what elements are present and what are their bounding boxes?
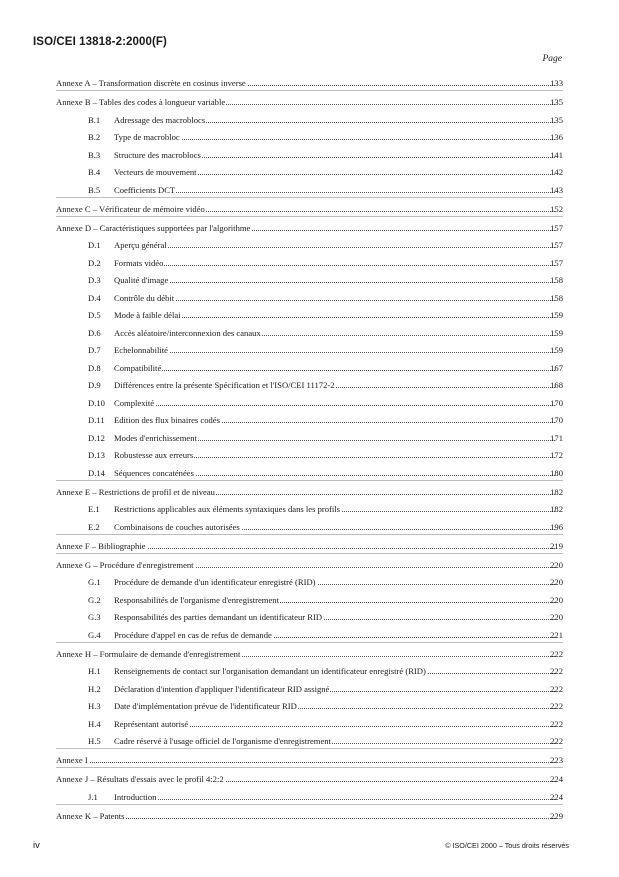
toc-page-number: 168 — [550, 380, 563, 390]
toc-subentry[interactable] — [0, 397, 619, 409]
toc-entry-title: Formats vidéo — [114, 257, 164, 268]
toc-entry-title: Accès aléatoire/interconnexion des canaux — [114, 327, 261, 338]
toc-page-number: 136 — [550, 132, 563, 142]
toc-entry-title: Représentant autorisé — [114, 718, 189, 729]
section-divider — [56, 197, 563, 198]
toc-page-number: 222 — [550, 701, 563, 711]
toc-subentry[interactable] — [0, 521, 619, 533]
toc-page-number: 223 — [550, 755, 563, 765]
toc-section-number: H.4 — [88, 718, 101, 729]
toc-page-number: 133 — [550, 78, 563, 88]
toc-page-number: 157 — [550, 240, 563, 250]
toc-page-number: 229 — [550, 810, 563, 821]
toc-page-number: 219 — [550, 540, 563, 551]
toc-entry-title: Annexe D – Caractéristiques supportées par l'algorithme — [56, 222, 251, 233]
toc-subentry[interactable] — [0, 379, 619, 391]
toc-section-number: B.1 — [88, 114, 101, 125]
toc-subentry[interactable] — [0, 149, 619, 161]
copyright-notice: © ISO/CEI 2000 – Tous droits réservés — [445, 841, 569, 850]
toc-entry-title: Annexe A – Transformation discrète en cosinus inverse — [56, 78, 246, 88]
toc-section-number: J.1 — [88, 791, 98, 802]
toc-section-number: B.2 — [88, 132, 101, 142]
page-number: iv — [33, 840, 40, 851]
section-divider — [56, 642, 563, 643]
toc-page-number: 135 — [550, 114, 563, 125]
toc-page-number: 222 — [550, 736, 563, 746]
dot-leader — [56, 818, 555, 819]
toc-subentry[interactable] — [0, 257, 619, 269]
toc-entry-title: Séquences concaténées — [114, 467, 194, 478]
toc-section-number: H.1 — [88, 666, 101, 676]
toc-page-number: 159 — [550, 310, 563, 320]
toc-annex-entry[interactable] — [0, 540, 619, 552]
toc-annex-entry[interactable] — [0, 96, 619, 108]
toc-entry-title: Echelonnabilité — [114, 345, 168, 355]
dot-leader — [56, 762, 555, 763]
toc-entry-title: Procédure d'appel en cas de refus de demande — [114, 629, 272, 640]
toc-section-number: B.3 — [88, 149, 101, 160]
toc-page-number: 158 — [550, 275, 563, 285]
toc-entry-title: Combinaisons de couches autorisées — [114, 521, 240, 532]
toc-annex-entry[interactable] — [0, 773, 619, 785]
toc-entry-title: Edition des flux binaires codés — [114, 415, 220, 425]
toc-page-number: 220 — [550, 594, 563, 605]
toc-page-number: 224 — [550, 774, 563, 784]
toc-entry-title: Structure des macroblocs — [114, 149, 201, 160]
section-divider — [56, 804, 563, 805]
toc-section-number: B.5 — [88, 184, 101, 195]
toc-section-number: E.2 — [88, 521, 100, 532]
document-identifier: ISO/CEI 13818-2:2000(F) — [33, 36, 167, 48]
toc-subentry[interactable] — [0, 166, 619, 178]
toc-entry-title: Différences entre la présente Spécification et l'ISO/CEI 11172-2 — [114, 380, 335, 390]
toc-subentry[interactable] — [0, 449, 619, 461]
toc-entry-title: Responsabilités des parties demandant un identificateur RID — [114, 612, 323, 622]
dot-leader — [114, 192, 555, 193]
section-divider — [56, 90, 563, 91]
toc-page-number: 172 — [550, 450, 563, 460]
toc-entry-title: Coefficients DCT — [114, 184, 176, 195]
toc-annex-entry[interactable] — [0, 648, 619, 660]
toc-page-number: 171 — [550, 432, 563, 443]
toc-entry-title: Aperçu général — [114, 240, 167, 250]
toc-section-number: D.3 — [88, 275, 101, 285]
toc-section-number: D.10 — [88, 397, 105, 408]
toc-entry-title: Annexe C – Vérificateur de mémoire vidéo — [56, 203, 205, 214]
toc-annex-entry[interactable] — [0, 559, 619, 571]
toc-entry-title: Complexité — [114, 397, 155, 408]
toc-subentry[interactable] — [0, 611, 619, 623]
toc-entry-title: Restrictions applicables aux éléments syntaxiques dans les profils — [114, 504, 341, 514]
toc-page-number: 143 — [550, 184, 563, 195]
toc-subentry[interactable] — [0, 700, 619, 712]
section-divider — [56, 216, 563, 217]
toc-entry-title: Vecteurs de mouvement — [114, 167, 197, 177]
toc-annex-entry[interactable] — [0, 222, 619, 234]
toc-page-number: 220 — [550, 559, 563, 570]
toc-page-number: 222 — [550, 683, 563, 694]
toc-section-number: B.4 — [88, 167, 101, 177]
toc-entry-title: Robustesse aux erreurs — [114, 450, 194, 460]
dot-leader — [114, 405, 555, 406]
toc-subentry[interactable] — [0, 292, 619, 304]
section-divider — [56, 748, 563, 749]
dot-leader — [114, 799, 555, 800]
toc-subentry[interactable] — [0, 344, 619, 356]
toc-page-number: 159 — [550, 345, 563, 355]
toc-page-number: 220 — [550, 577, 563, 587]
toc-entry-title: Responsabilités de l'organisme d'enregistrement — [114, 594, 279, 605]
toc-entry-title: Qualité d'image — [114, 275, 169, 285]
toc-page-number: 222 — [550, 718, 563, 729]
toc-section-number: D.13 — [88, 450, 105, 460]
toc-entry-title: Procédure de demande d'un identificateur enregistré (RID) — [114, 577, 316, 587]
toc-subentry[interactable] — [0, 362, 619, 374]
toc-subentry[interactable] — [0, 665, 619, 677]
toc-section-number: D.14 — [88, 467, 105, 478]
toc-page-number: 222 — [550, 666, 563, 676]
toc-section-number: H.2 — [88, 683, 101, 694]
toc-subentry[interactable] — [0, 629, 619, 641]
toc-subentry[interactable] — [0, 239, 619, 251]
toc-annex-entry[interactable] — [0, 77, 619, 89]
toc-page-number: 224 — [550, 791, 563, 802]
toc-section-number: D.9 — [88, 380, 101, 390]
toc-page-number: 220 — [550, 612, 563, 622]
toc-entry-title: Annexe I — [56, 755, 88, 765]
toc-page-number: 152 — [550, 203, 563, 214]
dot-leader — [114, 282, 555, 283]
toc-entry-title: Annexe K – Patents — [56, 810, 125, 821]
toc-section-number: D.2 — [88, 257, 101, 268]
toc-section-number: D.4 — [88, 292, 101, 303]
toc-page-number: 159 — [550, 327, 563, 338]
toc-subentry[interactable] — [0, 683, 619, 695]
toc-page-number: 182 — [550, 486, 563, 497]
toc-entry-title: Annexe H – Formulaire de demande d'enregistrement — [56, 648, 241, 659]
toc-section-number: D.8 — [88, 362, 101, 373]
dot-leader — [114, 300, 555, 301]
toc-entry-title: Déclaration d'intention d'appliquer l'identificateur RID assigné — [114, 683, 330, 694]
toc-entry-title: Annexe F – Bibliographie — [56, 540, 146, 551]
toc-entry-title: Adressage des macroblocs — [114, 114, 206, 125]
toc-section-number: D.1 — [88, 240, 101, 250]
toc-section-number: D.5 — [88, 310, 101, 320]
toc-section-number: D.12 — [88, 432, 105, 443]
toc-entry-title: Cadre réservé à l'usage officiel de l'organisme d'enregistrement — [114, 736, 331, 746]
toc-subentry[interactable] — [0, 131, 619, 143]
toc-subentry[interactable] — [0, 114, 619, 126]
toc-annex-entry[interactable] — [0, 810, 619, 822]
toc-section-number: G.3 — [88, 612, 101, 622]
toc-page-number: 180 — [550, 467, 563, 478]
toc-subentry[interactable] — [0, 327, 619, 339]
toc-section-number: E.1 — [88, 504, 100, 514]
toc-section-number: D.6 — [88, 327, 101, 338]
toc-entry-title: Date d'implémentation prévue de l'identificateur RID — [114, 701, 297, 711]
toc-entry-title: Annexe E – Restrictions de profil et de niveau — [56, 486, 215, 497]
toc-section-number: G.1 — [88, 577, 101, 587]
dot-leader — [114, 247, 555, 248]
toc-entry-title: Type de macrobloc — [114, 132, 180, 142]
toc-page-number: 196 — [550, 521, 563, 532]
dot-leader — [114, 352, 555, 353]
toc-page-number: 182 — [550, 504, 563, 514]
toc-page-number: 135 — [550, 97, 563, 107]
toc-subentry[interactable] — [0, 414, 619, 426]
toc-annex-entry[interactable] — [0, 486, 619, 498]
toc-entry-title: Modes d'enrichissement — [114, 432, 197, 443]
toc-subentry[interactable] — [0, 718, 619, 730]
toc-page-number: 170 — [550, 397, 563, 408]
toc-section-number: H.5 — [88, 736, 101, 746]
toc-subentry[interactable] — [0, 184, 619, 196]
toc-annex-entry[interactable] — [0, 754, 619, 766]
toc-entry-title: Annexe G – Procédure d'enregistrement — [56, 559, 194, 570]
toc-section-number: G.2 — [88, 594, 101, 605]
toc-entry-title: Introduction — [114, 791, 157, 802]
dot-leader — [114, 265, 555, 266]
section-divider — [56, 767, 563, 768]
toc-entry-title: Contrôle du débit — [114, 292, 175, 303]
toc-entry-title: Compatibilité — [114, 362, 162, 373]
toc-page-number: 222 — [550, 648, 563, 659]
toc-entry-title: Mode à faible délai — [114, 310, 181, 320]
toc-subentry[interactable] — [0, 503, 619, 515]
toc-page-number: 170 — [550, 415, 563, 425]
section-divider — [56, 480, 563, 481]
toc-subentry[interactable] — [0, 309, 619, 321]
toc-subentry[interactable] — [0, 594, 619, 606]
toc-page-number: 142 — [550, 167, 563, 177]
toc-subentry[interactable] — [0, 274, 619, 286]
toc-subentry[interactable] — [0, 467, 619, 479]
toc-page-number: 141 — [550, 149, 563, 160]
toc-page-number: 157 — [550, 222, 563, 233]
toc-annex-entry[interactable] — [0, 203, 619, 215]
toc-entry-title: Renseignements de contact sur l'organisation demandant un identificateur enregistré (RID) — [114, 666, 426, 676]
toc-section-number: D.11 — [88, 415, 105, 425]
toc-page-number: 157 — [550, 257, 563, 268]
toc-section-number: D.7 — [88, 345, 101, 355]
toc-subentry[interactable] — [0, 735, 619, 747]
toc-subentry[interactable] — [0, 432, 619, 444]
dot-leader — [114, 370, 555, 371]
toc-page-number: 167 — [550, 362, 563, 373]
section-divider — [56, 534, 563, 535]
toc-page-number: 221 — [550, 629, 563, 640]
toc-entry-title: Annexe J – Résultats d'essais avec le profil 4:2:2 — [56, 774, 224, 784]
toc-subentry[interactable] — [0, 791, 619, 803]
toc-page-number: 158 — [550, 292, 563, 303]
toc-section-number: H.3 — [88, 701, 101, 711]
page-column-heading: Page — [542, 54, 562, 64]
toc-subentry[interactable] — [0, 576, 619, 588]
toc-entry-title: Annexe B – Tables des codes à longueur variable — [56, 97, 226, 107]
toc-section-number: G.4 — [88, 629, 101, 640]
section-divider — [56, 553, 563, 554]
